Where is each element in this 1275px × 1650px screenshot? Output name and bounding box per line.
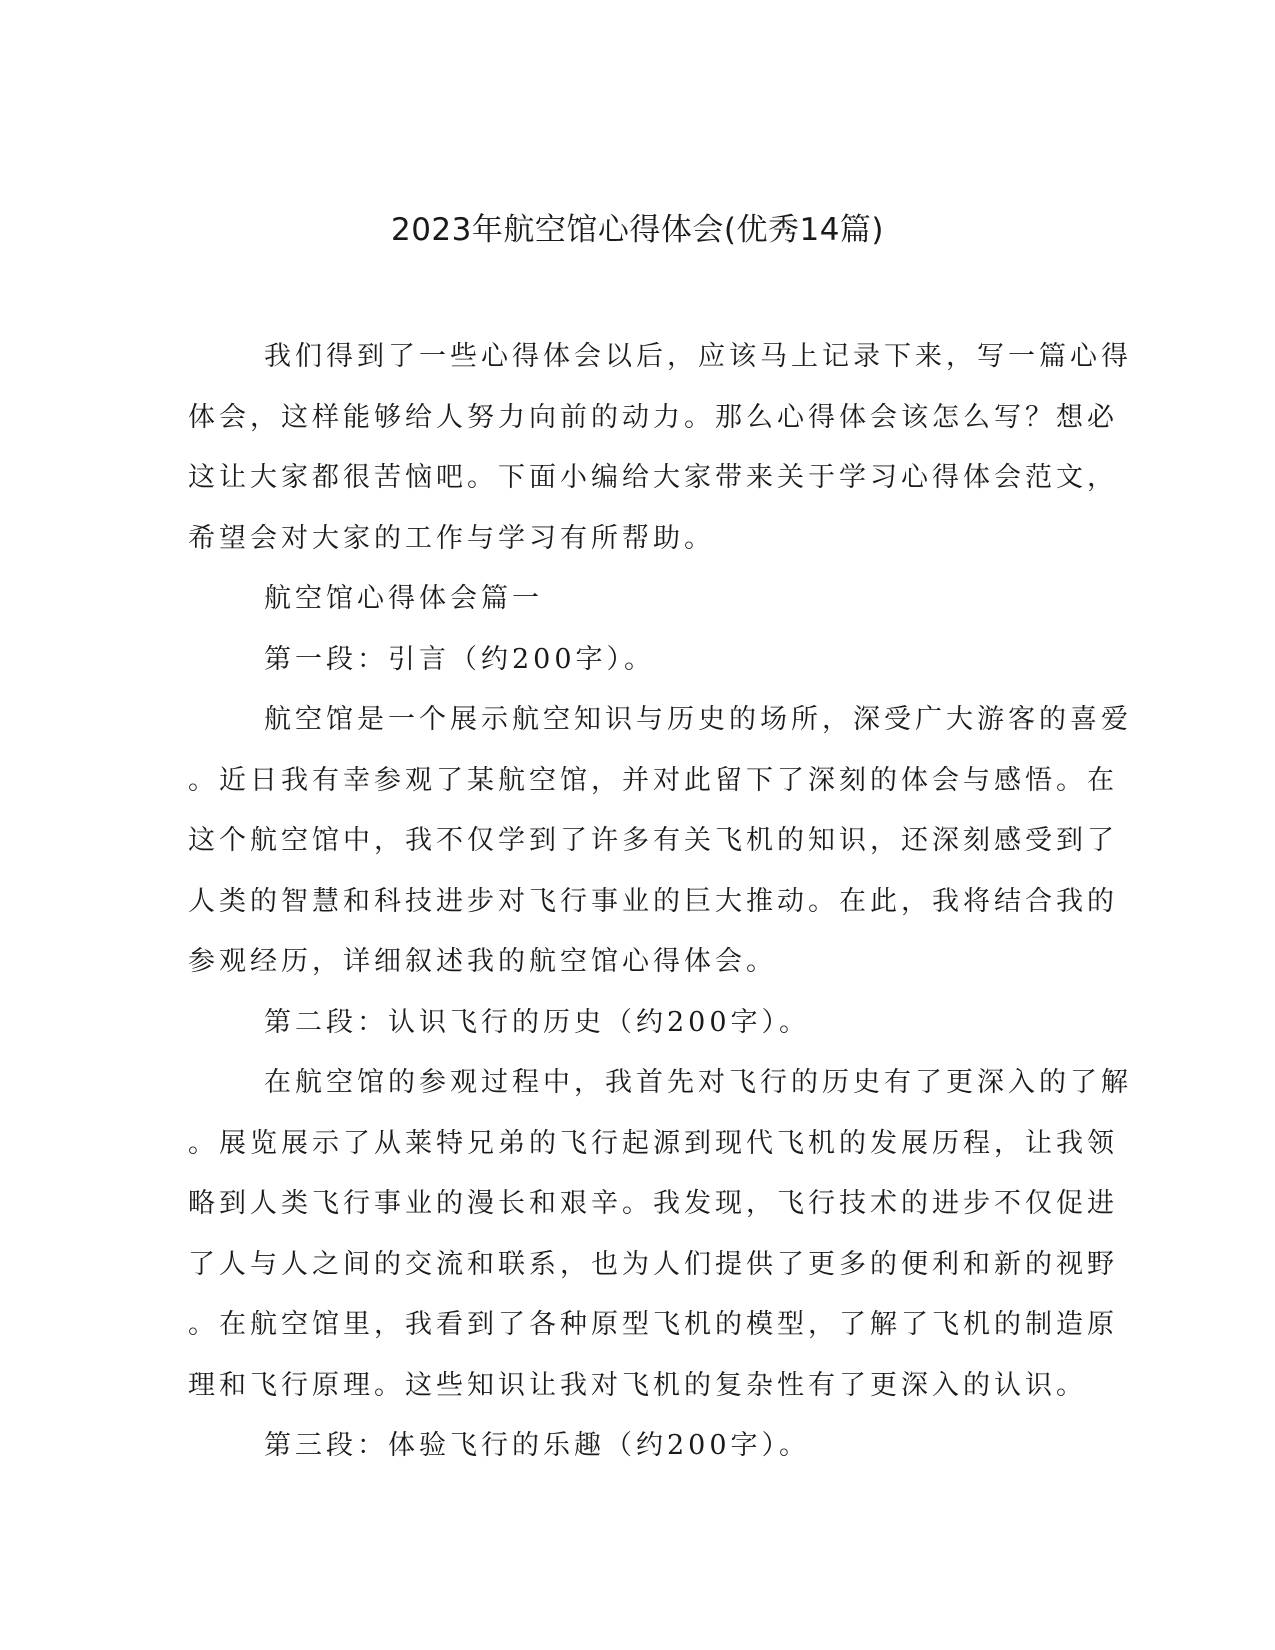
text-line: 参观经历，详细叙述我的航空馆心得体会。 [188, 946, 777, 977]
section-heading: 航空馆心得体会篇一 [264, 583, 543, 614]
text-line: 希望会对大家的工作与学习有所帮助。 [188, 522, 715, 554]
text-line: 。展览展示了从莱特兄弟的飞行起源到现代飞机的发展历程，让我领 [188, 1127, 1118, 1159]
document-title: 2023年航空馆心得体会(优秀14篇) [390, 212, 885, 248]
document-body [188, 327, 1132, 1477]
text-line: 略到人类飞行事业的漫长和艰辛。我发现，飞行技术的进步不仅促进 [188, 1188, 1118, 1219]
text-line: 人类的智慧和科技进步对飞行事业的巨大推动。在此，我将结合我的 [188, 885, 1118, 917]
section-subheading: 第三段：体验飞行的乐趣（约200字）。 [264, 1430, 811, 1461]
text-line: 航空馆是一个展示航空知识与历史的场所，深受广大游客的喜爱 [264, 704, 1132, 735]
text-line: 这个航空馆中，我不仅学到了许多有关飞机的知识，还深刻感受到了 [188, 825, 1118, 856]
section-subheading: 第一段：引言（约200字）。 [264, 643, 656, 675]
text-line: 在航空馆的参观过程中，我首先对飞行的历史有了更深入的了解 [264, 1067, 1132, 1098]
text-line: 体会，这样能够给人努力向前的动力。那么心得体会该怎么写？想必 [188, 401, 1118, 433]
text-line: 。在航空馆里，我看到了各种原型飞机的模型，了解了飞机的制造原 [188, 1309, 1118, 1340]
text-line: 了人与人之间的交流和联系，也为人们提供了更多的便利和新的视野 [188, 1248, 1118, 1280]
section-subheading: 第二段：认识飞行的历史（约200字）。 [264, 1006, 811, 1038]
text-line: 。近日我有幸参观了某航空馆，并对此留下了深刻的体会与感悟。在 [188, 764, 1118, 796]
text-line: 我们得到了一些心得体会以后，应该马上记录下来，写一篇心得 [264, 341, 1132, 372]
text-line: 这让大家都很苦恼吧。下面小编给大家带来关于学习心得体会范文， [188, 462, 1118, 493]
text-line: 理和飞行原理。这些知识让我对飞机的复杂性有了更深入的认识。 [188, 1369, 1087, 1401]
